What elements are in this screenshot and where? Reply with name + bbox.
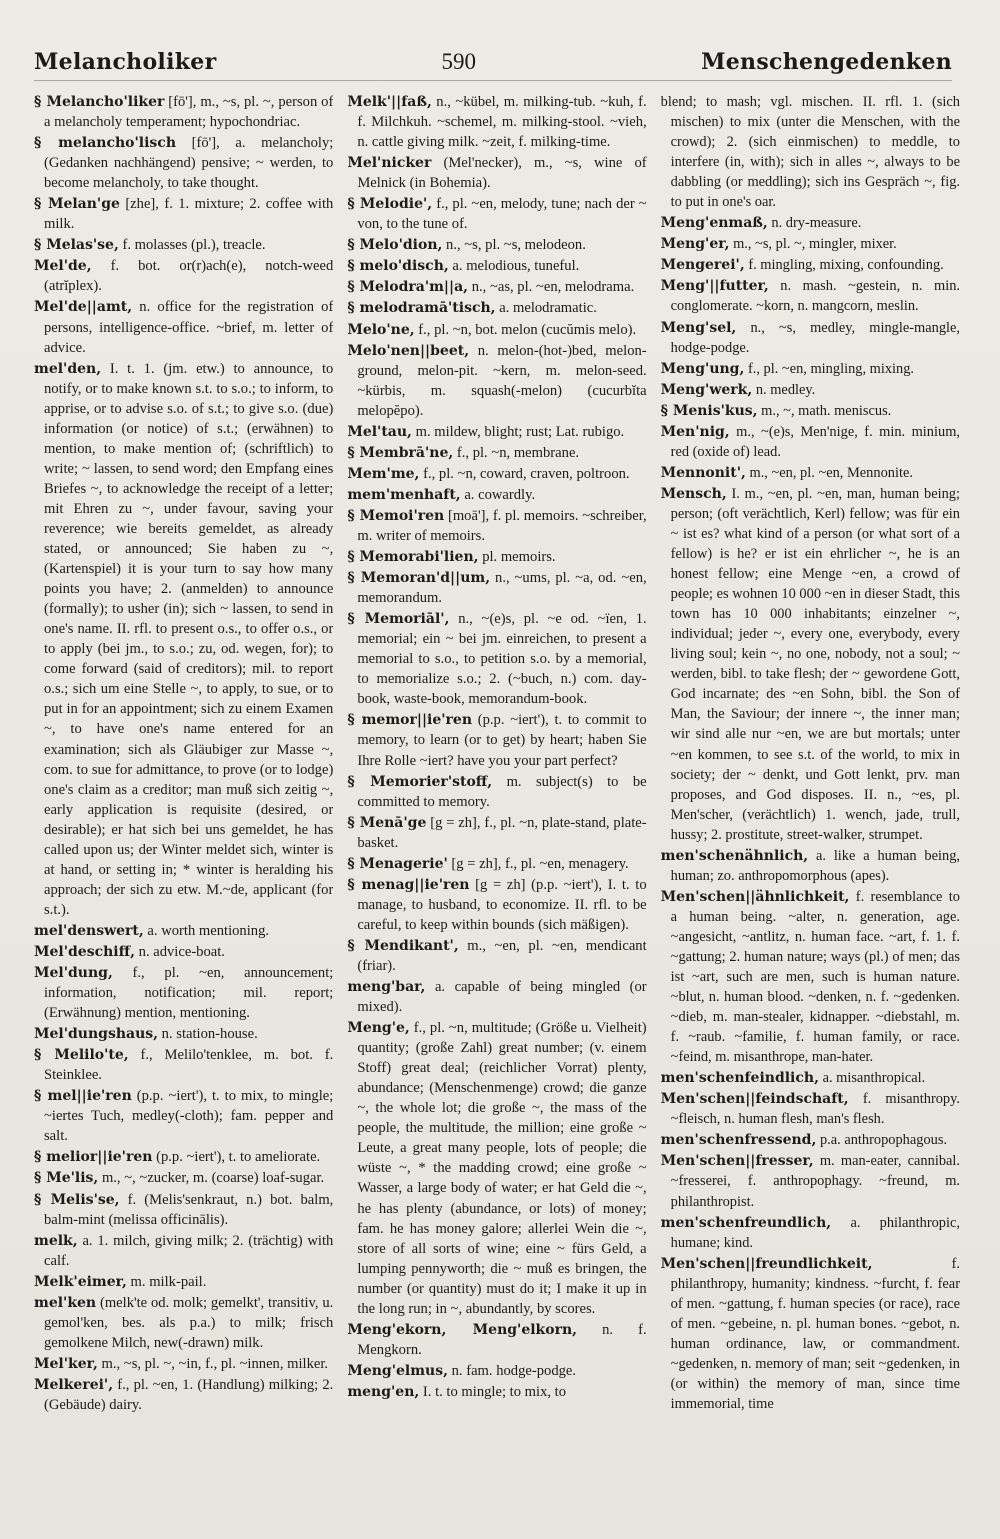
dictionary-entry [347, 936, 646, 976]
entry-definition: m., ~, ~zucker, m. (coarse) loaf-sugar. [101, 1170, 325, 1187]
entry-headword: melk, [34, 1232, 78, 1249]
dictionary-entry [34, 297, 333, 357]
entry-headword: Melk'eimer, [34, 1273, 127, 1290]
entry-definition: f., pl. ~en, announcement; information, notification; mil. report; (Erwähnung) mention, mentioning. [44, 965, 334, 1022]
dictionary-entry [661, 401, 960, 421]
entry-headword: Mem'me, [347, 465, 420, 482]
entry-headword: Meng'ekorn, Meng'elkorn, [347, 1321, 578, 1338]
dictionary-entry [661, 1068, 960, 1088]
entry-definition: (p.p. ~iert'), t. to ameliorate. [156, 1149, 321, 1166]
dictionary-entry [34, 1024, 333, 1044]
entry-headword: Melk'||faß, [347, 94, 432, 110]
dictionary-entry [34, 1272, 333, 1292]
entry-definition: blend; to mash; vgl. mischen. II. rfl. 1. (sich mischen) to mix (unter die Menschen, with the crowd); 2. (sich einmischen) to meddle, to interfere (in, with); sich in alles ~, always to be dabbling (or meddling); sich ins Gespräch ~, fig. to put in one's oar. [660, 94, 960, 211]
entry-headword: Mel'nicker [347, 155, 432, 172]
entry-headword: § Melas'se, [34, 237, 119, 254]
dictionary-entry [661, 422, 960, 462]
entry-definition: a. 1. milch, giving milk; 2. (trächtig) with calf. [44, 1232, 334, 1269]
entry-headword: § mel||ie'ren [34, 1088, 132, 1105]
dictionary-entry [347, 977, 646, 1017]
header-left-guideword: Melancholiker [34, 49, 217, 75]
entry-definition: f., pl. ~n, bot. melon (cucŭmis melo). [418, 321, 637, 338]
dictionary-entry [34, 1045, 333, 1085]
dictionary-entry [347, 506, 646, 546]
dictionary-entry [34, 1147, 333, 1167]
header-right-guideword: Menschengedenken [701, 49, 952, 75]
dictionary-entry [34, 1375, 333, 1415]
dictionary-entry [347, 443, 646, 463]
entry-headword: Men'schen||fresser, [660, 1153, 814, 1170]
entry-definition: m. subject(s) to be committed to memory. [357, 773, 647, 810]
entry-headword: men'schenfreundlich, [660, 1214, 832, 1231]
dictionary-entry [34, 1231, 333, 1271]
dictionary-entry [347, 854, 646, 874]
entry-definition: m., ~en, pl. ~en, mendicant (friar). [357, 937, 647, 974]
entry-headword: Meng'enmaß, [660, 215, 768, 232]
entry-definition: f., Melilo'tenklee, m. bot. f. Steinklee. [44, 1047, 334, 1084]
entry-headword: men'schenfeindlich, [660, 1070, 819, 1087]
entry-columns [34, 92, 960, 1509]
dictionary-entry [34, 133, 333, 193]
entry-definition: a. misanthropical. [822, 1070, 926, 1087]
entry-headword: § Melodra'm||a, [347, 279, 469, 296]
entry-definition: f., pl. ~en, 1. (Handlung) milking; 2. (Gebäude) dairy. [44, 1376, 334, 1413]
entry-headword: Melkerei', [34, 1376, 114, 1393]
entry-definition: f. misanthropy. ~fleisch, n. human flesh, man's flesh. [670, 1091, 960, 1128]
entry-definition: a. cowardly. [464, 486, 536, 503]
entry-definition: m., ~, math. meniscus. [761, 402, 892, 419]
dictionary-entry [661, 318, 960, 358]
dictionary-entry [347, 875, 646, 935]
entry-definition: f. (Melis'senkraut, n.) bot. balm, balm-mint (melissa officinālis). [44, 1191, 334, 1228]
entry-headword: Men'nig, [660, 423, 730, 440]
entry-definition: n., ~s, pl. ~s, melodeon. [446, 237, 586, 254]
column-3 [661, 92, 960, 1509]
entry-headword: § Melancho'liker [34, 94, 165, 110]
entry-definition: n. fam. hodge-podge. [451, 1362, 577, 1379]
entry-headword: § Memoriāl', [347, 611, 450, 628]
entry-headword: Melo'ne, [347, 321, 415, 338]
entry-headword: § Membrā'ne, [347, 444, 454, 461]
dictionary-entry [34, 235, 333, 255]
entry-definition: p.a. anthropophagous. [819, 1132, 948, 1149]
entry-headword: Meng'werk, [660, 381, 753, 398]
entry-definition: n. medley. [755, 381, 816, 398]
entry-headword: Mel'dung, [34, 965, 113, 982]
dictionary-entry [34, 256, 333, 296]
dictionary-entry [347, 277, 646, 297]
entry-headword: § menag||ie'ren [347, 876, 470, 893]
entry-definition: [g = zh], f., pl. ~n, plate-stand, plate-basket. [357, 814, 647, 851]
column-1 [34, 92, 333, 1509]
entry-headword: Melo'nen||beet, [347, 342, 470, 359]
entry-definition: [g = zh], f., pl. ~en, menagery. [451, 855, 629, 872]
entry-headword: § Memoi'ren [347, 507, 445, 524]
entry-headword: § Menis'kus, [660, 402, 758, 419]
dictionary-entry [661, 92, 960, 212]
entry-headword: § Memorier'stoff, [347, 773, 493, 790]
entry-definition: n. dry-measure. [771, 215, 862, 232]
entry-definition: (p.p. ~iert'), t. to mix, to mingle; ~iertes Tuch, medley(-cloth); fam. pepper and salt. [44, 1088, 334, 1145]
dictionary-entry [661, 359, 960, 379]
entry-definition: f. philanthropy, humanity; kindness. ~furcht, f. fear of men. ~gattung, f. human species (or race), race of men. ~gebeine, n. pl. human bones. ~gebot, n. human ordinance, law, or commandment. ~gedenken, n. memory of man; seit ~gedenken, in (or within) the memory of man, since time immemorial, time [670, 1255, 960, 1412]
entry-headword: § Melis'se, [34, 1191, 120, 1208]
dictionary-entry [661, 1130, 960, 1150]
entry-headword: mel'denswert, [34, 922, 144, 939]
entry-headword: Mennonit', [660, 464, 746, 481]
dictionary-entry [347, 485, 646, 505]
entry-headword: Mel'de, [34, 258, 92, 275]
entry-definition: f., pl. ~n, multitude; (Größe u. Vielheit) quantity; (große Zahl) great number; (v. einem Stoff) great deal; (reichlicher Vorrat) plenty, abundance; (Menschenmenge) crowd; die ganze ~, the whole lot; die große ~, the mass of the people, the multitude, the million; eine große ~ Leute, a great many people, lots of people; die wüste ~, * the madding crowd; eine große ~ Wasser, a large body of water; er hat Geld die ~, he has plenty (abundance, or lots) of money; fam. he has money galore; allerlei Wein die ~, store of all sorts of wine; eine ~ fürs Geld, a lumping pennyworth; die ~ muß es bringen, the number (or quantity) must do it; I make it up in the long run; in ~, abundantly, by scores. [357, 1020, 647, 1317]
entry-definition: (melk'te od. molk; gemelkt', transitiv, u. gemol'ken, bes. als p.a.) to milk; frisch gemolkene Milch, new(-drawn) milk. [44, 1294, 334, 1351]
entry-headword: Meng'ung, [660, 360, 745, 377]
entry-definition: n., ~s, medley, mingle-mangle, hodge-podge. [670, 319, 960, 356]
dictionary-entry [347, 153, 646, 193]
dictionary-entry [661, 484, 960, 845]
entry-definition: n. mash. ~gestein, n. min. conglomerate. ~korn, n. mangcorn, meslin. [670, 278, 960, 315]
entry-definition: a. worth mentioning. [147, 922, 270, 939]
entry-headword: § melo'disch, [347, 258, 449, 275]
dictionary-entry [34, 1354, 333, 1374]
entry-headword: § melior||ie'ren [34, 1149, 153, 1166]
entry-definition: a. melodramatic. [499, 300, 597, 317]
entry-headword: Meng'er, [660, 236, 730, 253]
dictionary-entry [347, 1018, 646, 1319]
dictionary-entry [347, 1320, 646, 1360]
dictionary-entry [661, 463, 960, 483]
dictionary-entry [661, 213, 960, 233]
dictionary-entry [34, 963, 333, 1023]
entry-headword: Mel'tau, [347, 423, 412, 440]
dictionary-entry [661, 1089, 960, 1129]
dictionary-entry [347, 320, 646, 340]
dictionary-entry [661, 234, 960, 254]
entry-headword: Mensch, [660, 485, 727, 502]
dictionary-entry [34, 1190, 333, 1230]
entry-definition: n. f. Mengkorn. [357, 1321, 647, 1358]
entry-definition: n., ~as, pl. ~en, melodrama. [471, 279, 635, 296]
entry-headword: Meng'e, [347, 1020, 410, 1037]
entry-headword: Mel'de||amt, [34, 299, 133, 316]
dictionary-entry [34, 1168, 333, 1188]
entry-headword: § Melo'dion, [347, 237, 443, 254]
entry-headword: § Memoran'd||um, [347, 570, 491, 587]
entry-definition: f., pl. ~en, mingling, mixing. [747, 360, 915, 377]
dictionary-entry [661, 1213, 960, 1253]
entry-headword: § Melodie', [347, 196, 433, 213]
dictionary-entry [347, 256, 646, 276]
entry-headword: Men'schen||feindschaft, [660, 1091, 849, 1108]
entry-definition: m. mildew, blight; rust; Lat. rubigo. [415, 423, 625, 440]
dictionary-entry [347, 298, 646, 318]
entry-definition: n. office for the registration of persons, intelligence-office. ~brief, m. letter of advice. [44, 299, 334, 356]
dictionary-entry [34, 1086, 333, 1146]
dictionary-entry [661, 276, 960, 316]
dictionary-entry [661, 255, 960, 275]
entry-definition: m. man-eater, cannibal. ~fresserei, f. anthropophagy. ~freund, m. philanthropist. [670, 1153, 960, 1210]
dictionary-entry [347, 710, 646, 770]
entry-definition: f., pl. ~en, melody, tune; nach der ~ von, to the tune of. [357, 196, 647, 233]
column-2 [347, 92, 646, 1509]
entry-definition: n. station-house. [161, 1026, 258, 1043]
entry-definition: f. resemblance to a human being. ~alter, n. generation, age. ~angesicht, ~antlitz, n. human face. ~art, f. 1. f. ~gattung; 2. human nature; ways (pl.) of men; das ist ~art, such are men, such is human nature. ~blut, n. human blood. ~denken, n. f. ~gedenken. ~dieb, m. man-stealer, kidnapper. ~diebstahl, m. f. ~raub. ~familie, f. human family, or race. ~feind, m. misanthrope, man-hater. [670, 888, 960, 1066]
dictionary-entry [34, 921, 333, 941]
entry-definition: I. t. 1. (jm. etw.) to announce, to notify, or to make known s.t. to s.o.; to inform, to apprise, or to advise s.o. of s.t.; to give s.o. (due) information (or notice) of s.t.; (erwähnen) to mention, to make mention of; (schriftlich) to write; ~ lassen, to send word; den Empfang eines Briefes ~, to acknowledge the receipt of a letter; mit Ehren zu ~, under favour, saving your reverence; wie bereits gemeldet, as already stated, or announced; Sie haben zu ~, (Kartenspiel) it is your turn to say how many points you have; 2. (anmelden) to announce (formally); to usher (in); sich ~ lassen, to send in one's name. II. rfl. to present o.s., to offer o.s., or to apply (bei jm., to s.o.; zu, od. wegen, for); to come forward (said of creditors); mil. to report o.s.; sich um eine Stelle ~, to apply, to sue, or to put in for an appointment; sich zu einem Examen ~, to have one's name entered for an examination; sich als Gläubiger zur Masse ~, com. to sue for admittance, to prove (or to lodge) one's claim as a creditor; man muß sich zeitig ~, early application is requisite (desired, or desirable); er hat sich bei uns gemeldet, he has called upon us; der Winter meldet sich, winter is at hand, or setting in; * winter is heralding his approach; der sich zu etw. M.~de, applicant (for s.t.). [44, 360, 334, 918]
entry-headword: men'schenfressend, [660, 1132, 817, 1149]
entry-definition: I. t. to mingle; to mix, to [422, 1383, 567, 1400]
entry-headword: Mel'dungshaus, [34, 1026, 159, 1043]
entry-definition: f. bot. or(r)ach(e), notch-weed (atrĭplex). [44, 258, 334, 295]
entry-definition: (Mel'necker), m., ~s, wine of Melnick (in Bohemia). [357, 155, 647, 192]
entry-definition: f. mingling, mixing, confounding. [748, 257, 944, 274]
dictionary-entry [347, 772, 646, 812]
entry-definition: f., pl. ~n, coward, craven, poltroon. [423, 465, 630, 482]
entry-headword: mel'den, [34, 360, 102, 377]
entry-definition: f. molasses (pl.), treacle. [122, 237, 266, 254]
dictionary-entry [347, 813, 646, 853]
dictionary-entry [34, 194, 333, 234]
entry-definition: m., ~s, pl. ~, ~in, f., pl. ~innen, milker. [101, 1355, 329, 1372]
entry-headword: Mengerei', [660, 257, 745, 274]
entry-headword: § Melilo'te, [34, 1047, 129, 1064]
dictionary-entry [661, 846, 960, 886]
entry-definition: m., ~en, pl. ~en, Mennonite. [749, 464, 913, 481]
entry-headword: § memor||ie'ren [347, 712, 473, 729]
dictionary-entry [347, 568, 646, 608]
entry-headword: Men'schen||ähnlichkeit, [660, 888, 850, 905]
dictionary-entry [347, 609, 646, 709]
entry-definition: n., ~kübel, m. milking-tub. ~kuh, f. f. Milchkuh. ~schemel, m. milking-stool. ~vieh, n. cattle giving milk. ~zeit, f. milking-time. [357, 94, 647, 151]
entry-definition: n. advice-boat. [138, 943, 225, 960]
entry-headword: Meng'sel, [660, 319, 737, 336]
dictionary-entry [661, 1254, 960, 1414]
entry-headword: Mel'deschiff, [34, 943, 135, 960]
entry-definition: a. philanthropic, humane; kind. [670, 1214, 960, 1251]
entry-headword: Mel'ker, [34, 1355, 98, 1372]
entry-headword: Men'schen||freundlichkeit, [660, 1255, 873, 1272]
dictionary-entry [661, 887, 960, 1067]
entry-definition: n., ~(e)s, pl. ~e od. ~ïen, 1. memorial; ein ~ bei jm. einreichen, to present a memorial to s.o., to petition s.o. by a memorial, to memorialize s.o.; 2. (~buch, n.) com. day-book, waste-book, memorandum-book. [357, 611, 647, 708]
entry-headword: § Memorabi'lien, [347, 549, 479, 566]
dictionary-entry [347, 547, 646, 567]
dictionary-entry [34, 942, 333, 962]
entry-headword: Meng'||futter, [660, 278, 769, 295]
dictionary-entry [661, 1151, 960, 1211]
entry-definition: m., ~s, pl. ~, mingler, mixer. [733, 236, 897, 253]
entry-headword: § Menā'ge [347, 814, 427, 831]
entry-definition: a. capable of being mingled (or mixed). [357, 979, 647, 1016]
entry-headword: mel'ken [34, 1294, 97, 1311]
entry-definition: m. milk-pail. [130, 1273, 207, 1290]
entry-headword: § Me'lis, [34, 1170, 99, 1187]
dictionary-entry [661, 380, 960, 400]
entry-headword: § melancho'lisch [34, 135, 177, 152]
dictionary-entry [347, 194, 646, 234]
entry-definition: pl. memoirs. [482, 549, 556, 566]
entry-headword: meng'bar, [347, 979, 426, 996]
entry-headword: § melodramā'tisch, [347, 300, 496, 317]
entry-headword: § Menagerie' [347, 855, 448, 872]
entry-definition: f., pl. ~n, membrane. [456, 444, 580, 461]
entry-definition: m., ~(e)s, Men'nige, f. min. minium, red (oxide of) lead. [670, 423, 960, 460]
dictionary-entry [347, 1382, 646, 1402]
page-number: 590 [441, 49, 477, 74]
entry-headword: mem'menhaft, [347, 486, 461, 503]
dictionary-entry [347, 422, 646, 442]
entry-definition: [g = zh] (p.p. ~iert'), I. t. to manage, to husband, to economize. II. rfl. to be careful, to keep within bounds (sich mäßigen). [357, 876, 647, 933]
running-head [34, 44, 952, 81]
entry-definition: [fō'], m., ~s, pl. ~, person of a melancholy temperament; hypochondriac. [44, 94, 334, 131]
entry-definition: a. like a human being, human; zo. anthropomorphous (apes). [670, 847, 960, 884]
entry-headword: § Melan'ge [34, 196, 120, 213]
entry-headword: Meng'elmus, [347, 1362, 448, 1379]
entry-definition: a. melodious, tuneful. [452, 258, 580, 275]
entry-headword: meng'en, [347, 1383, 420, 1400]
dictionary-entry [347, 464, 646, 484]
entry-headword: § Mendikant', [347, 937, 459, 954]
entry-definition: I. m., ~en, pl. ~en, man, human being; person; (oft verächtlich, Kerl) fellow; was für ein ~ ist es? what kind of a person (or what sort of a fellow) is he? er ist ein ehrlicher ~, he is an honest fellow; eine Menge ~en, a crowd of people; es wohnen 10 000 ~en in dieser Stadt, this town has 10 000 inhabitants; einzelner ~, individual; jeder ~, every one, everybody, every living soul; kein ~, no one, nobody, not a soul; ~ werden, bibl. to take flesh; der ~ gewordene Gott, God incarnate; des ~en Sohn, bibl. the Son of Man, the Saviour; der innere ~, the inner man; wir sind alle nur ~en, we are but mortals; unter ~en kommen, to see s.t. of the world, to mix in society; der ~ denkt, und Gott lenkt, prv. man proposes, and God disposes. II. n., ~es, pl. Men'scher, (verächtlich) 1. wench, jade, trull, hussy; 2. prostitute, street-walker, strumpet. [670, 485, 960, 843]
entry-definition: n., ~ums, pl. ~a, od. ~en, memorandum. [357, 570, 647, 607]
entry-headword: men'schenähnlich, [660, 847, 809, 864]
dictionary-entry [34, 1293, 333, 1353]
entry-definition: [zhe], f. 1. mixture; 2. coffee with milk. [44, 196, 334, 233]
dictionary-entry [34, 359, 333, 920]
dictionary-entry [347, 235, 646, 255]
dictionary-entry [347, 1361, 646, 1381]
entry-definition: [moā'], f. pl. memoirs. ~schreiber, m. writer of memoirs. [357, 507, 647, 544]
dictionary-entry [347, 341, 646, 421]
dictionary-entry [34, 92, 333, 132]
dictionary-entry [347, 92, 646, 152]
entry-definition: (p.p. ~iert'), t. to commit to memory, to learn (or to get) by heart; haben Sie Ihre Rolle ~iert? have you your part perfect? [357, 712, 647, 769]
entry-definition: [fō'], a. melancholy; (Gedanken nachhängend) pensive; ~ werden, to become melancholy, to take thought. [44, 135, 334, 192]
entry-definition: n. melon-(hot-)bed, melon-ground, melon-pit. ~kern, m. melon-seed. ~kürbis, m. squash(-melon) (cucurbĭta melopĕpo). [357, 342, 647, 419]
